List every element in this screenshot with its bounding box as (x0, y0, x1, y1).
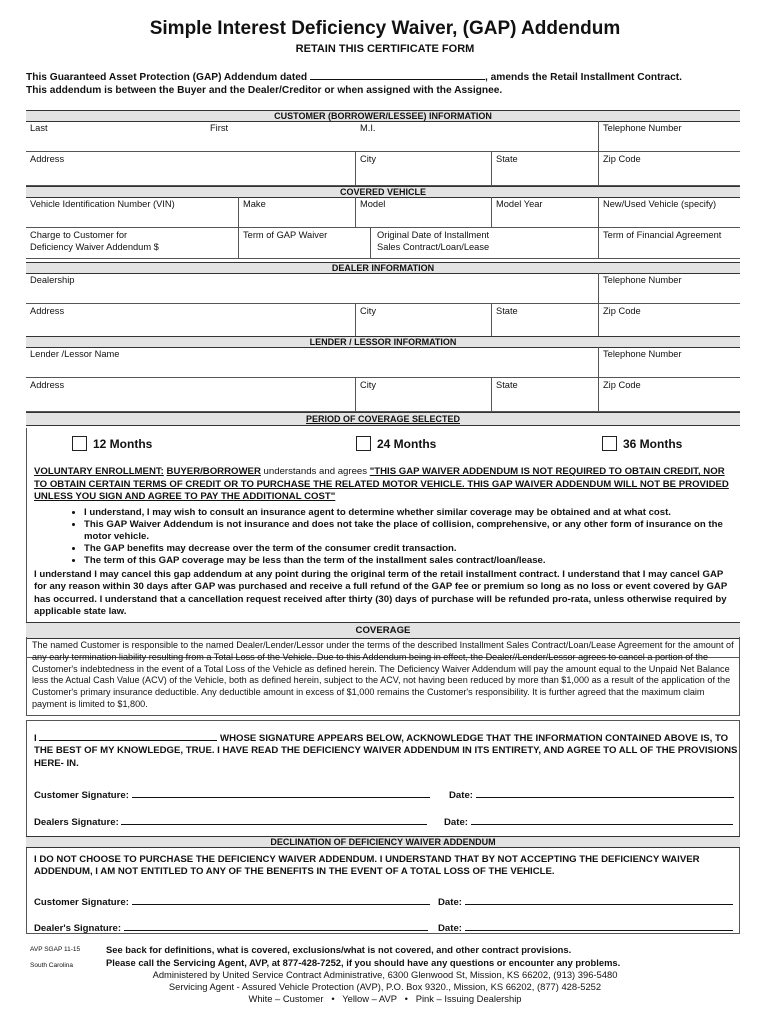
dealer-phone-field[interactable] (598, 273, 740, 304)
footer-line-3: Administered by United Service Contract Administrative, 6300 Glenwood St, Mission, KS 66202, (913) 396-5480 (152, 969, 618, 980)
dealer-signature-row (34, 815, 427, 828)
orig-date-field[interactable] (370, 228, 598, 259)
label: Address (30, 306, 65, 316)
decl-customer-signature-field[interactable] (132, 895, 430, 905)
label: Dealer's Signature: (34, 923, 122, 934)
label: Dealership (30, 275, 75, 285)
label: Model Year (496, 199, 543, 209)
lender-city-field[interactable] (355, 378, 491, 412)
ack-text-1: WHOSE SIGNATURE APPEARS BELOW, ACKNOWLEDGE THAT THE INFORMATION CONTAINED ABOVE (220, 733, 698, 744)
dealer-header: DEALER INFORMATION (26, 262, 740, 274)
label: Customer Signature: (34, 790, 129, 801)
label: Original Date of Installment (377, 230, 490, 240)
decl-customer-date-row (438, 895, 733, 908)
intro-line-2: This addendum is between the Buyer and the Dealer/Creditor or when assigned with the Assignee. (26, 85, 503, 96)
form-title: Simple Interest Deficiency Waiver, (GAP) Addendum (149, 18, 621, 39)
buyer-label: BUYER/BORROWER (166, 466, 261, 477)
label: Telephone Number (603, 349, 682, 359)
label: Term of Financial Agreement (603, 230, 722, 240)
date-blank-field[interactable] (310, 70, 485, 80)
customer-mi-field[interactable] (356, 121, 598, 152)
acknowledge-text (34, 731, 738, 770)
form-state: South Carolina (30, 962, 73, 969)
cancellation-text: I understand I may cancel this gap addendum at any point during the original term of the retail installment contract. I understand that I may cancel GAP for any reason within 30 days after GAP was purchased and receive a full refund of the GAP fee or premium so long as no loss or event covered by GAP has occurred. I understand that a cancellation request received after thirty (30) days of purchase will be refunded pro-rata, unless otherwise required by applicable state law. (34, 569, 728, 618)
decl-dealer-signature-field[interactable] (124, 921, 428, 931)
customer-city-field[interactable] (355, 152, 491, 186)
label: Dealers Signature: (34, 817, 119, 828)
customer-date-field[interactable] (476, 788, 734, 798)
lender-name-field[interactable] (26, 347, 598, 378)
decl-dealer-date-row (438, 921, 733, 934)
form-subtitle: RETAIN THIS CERTIFICATE FORM (295, 43, 475, 55)
label: State (496, 380, 518, 390)
ack-text-2: IS, TO THE BEST OF MY KNOWLEDGE, TRUE. I HAVE READ THE DEFICIENCY WAIVER ADDENDUM IN ITS ENTIRETY, AND AGREE TO ALL OF THE PROVISIONS HERE- IN. (34, 733, 738, 769)
label: Telephone Number (603, 123, 682, 133)
vin-field[interactable] (26, 197, 238, 228)
customer-signature-row (34, 788, 430, 801)
model-field[interactable] (355, 197, 491, 228)
intro-text-b: , amends the Retail Installment Contract. (484, 72, 682, 83)
charge-field[interactable] (26, 228, 238, 259)
dealer-zip-field[interactable] (598, 304, 740, 338)
customer-signature-field[interactable] (132, 788, 430, 798)
customer-phone-field[interactable] (598, 121, 740, 152)
name-blank-field[interactable] (39, 731, 217, 741)
period-header: PERIOD OF COVERAGE SELECTED (26, 412, 740, 426)
dealership-field[interactable] (26, 273, 598, 304)
new-used-field[interactable] (598, 197, 740, 228)
label: State (496, 306, 518, 316)
lender-zip-field[interactable] (598, 378, 740, 412)
lender-address-field[interactable] (26, 378, 355, 412)
label: M.I. (360, 123, 376, 133)
label: Zip Code (603, 306, 641, 316)
label: Vehicle Identification Number (VIN) (30, 199, 175, 209)
declination-header: DECLINATION OF DEFICIENCY WAIVER ADDENDUM (26, 836, 740, 848)
lender-header: LENDER / LESSOR INFORMATION (26, 336, 740, 348)
decl-customer-date-field[interactable] (465, 895, 733, 905)
option-label: 24 Months (377, 437, 437, 451)
customer-zip-field[interactable] (598, 152, 740, 186)
label: Model (360, 199, 386, 209)
dealer-city-field[interactable] (355, 304, 491, 338)
footer-line-5: White – Customer • Yellow – AVP • Pink – Issuing Dealership (248, 993, 522, 1004)
term-financial-field[interactable] (598, 228, 740, 259)
footer-line-2: Please call the Servicing Agent, AVP, at 877-428-7252, if you should have any questions or encounter any problems. (106, 957, 621, 968)
label: Charge to Customer for (30, 230, 128, 240)
label: Date: (449, 790, 473, 801)
lender-phone-field[interactable] (598, 347, 740, 378)
coverage-text: The named Customer is responsible to the named Dealer/Lender/Lessor under the terms of the described Installment Sales Contract/Loan/Lease Agreement for the amount of any early termination liability resulting from a Total Loss of the Vehicle. Due to this Addendum being in effect, the Dealer//Lender/Lessor agrees to cancel a portion of the Customer's indebtedness in the event of a Total Loss of the Vehicle as defined herein. The Deficiency Waiver Addendum will pay the amount equal to the Unpaid Net Balance less the Actual Cash Value (ACV) of the Vehicle, both as defined herein, subject to the ACV, not having been reduced by more than $1,000 as a result of the application of the Customer's primary insurance deductible. Any deductible amount in excess of $1,000 remains the Customer's responsibility. It is further agreed that the maximum claim payment is limited to $1,800. (32, 640, 734, 709)
ack-i: I (34, 733, 37, 744)
label: Zip Code (603, 380, 641, 390)
label: Address (30, 154, 65, 164)
dealer-date-field[interactable] (471, 815, 733, 825)
dealer-state-field[interactable] (491, 304, 598, 338)
customer-last-field[interactable] (26, 121, 206, 152)
label: New/Used Vehicle (specify) (603, 199, 717, 209)
label: Last (30, 123, 48, 133)
label: Customer Signature: (34, 897, 129, 908)
option-label: 36 Months (623, 437, 683, 451)
decl-dealer-date-field[interactable] (465, 921, 733, 931)
bullet-item: • I understand, I may wish to consult an insurance agent to determine whether similar coverage may be obtained and at what cost. (84, 507, 730, 519)
term-gap-field[interactable] (238, 228, 370, 259)
label: Date: (444, 817, 468, 828)
label: Zip Code (603, 154, 641, 164)
voluntary-text-2: "THIS GAP WAIVER ADDENDUM IS NOT REQUIRED TO OBTAIN CREDIT, NOR TO OBTAIN CERTAIN TERMS OF CREDIT OR TO PURCHASE THE RELATED MOTOR VEHICLE. THIS GAP WAIVER ADDENDUM WILL NOT BE PROVIDED UNLESS YOU SIGN AND AGREE TO PAY THE ADDITIONAL COST" (34, 466, 729, 503)
label: Address (30, 380, 65, 390)
voluntary-enrollment (34, 466, 736, 504)
voluntary-text-1: understands and agrees (260, 466, 370, 477)
label: Lender /Lessor Name (30, 349, 120, 359)
customer-first-field[interactable] (206, 121, 356, 152)
decl-dealer-signature-row (34, 921, 428, 934)
make-field[interactable] (238, 197, 355, 228)
label: Sales Contract/Loan/Lease (377, 242, 490, 252)
label: City (360, 306, 377, 316)
label: Make (243, 199, 266, 209)
bullet-list (70, 507, 730, 567)
customer-header: CUSTOMER (BORROWER/LESSEE) INFORMATION (26, 110, 740, 122)
label: City (360, 154, 377, 164)
declination-text: I DO NOT CHOOSE TO PURCHASE THE DEFICIENCY WAIVER ADDENDUM. I UNDERSTAND THAT BY NOT ACCEPTING THE DEFICIENCY WAIVER ADDENDUM, I AM NOT ENTITLED TO ANY OF THE BENEFITS IN THE EVENT OF A TOTAL LOSS OF THE VEHICLE. (34, 854, 700, 878)
coverage-header: COVERAGE (26, 622, 740, 639)
customer-state-field[interactable] (491, 152, 598, 186)
model-year-field[interactable] (491, 197, 598, 228)
bullet-item: • The term of this GAP coverage may be less than the term of the installment sales contract/loan/lease. (84, 555, 730, 567)
vehicle-header: COVERED VEHICLE (26, 186, 740, 198)
form-code: AVP SGAP 11-15 (30, 946, 81, 953)
dealer-date-row (444, 815, 733, 828)
coverage-frame (26, 637, 740, 716)
customer-date-row (449, 788, 734, 801)
intro-text-a: This Guaranteed Asset Protection (GAP) Addendum dated (26, 72, 308, 83)
voluntary-label: VOLUNTARY ENROLLMENT: (34, 466, 164, 477)
footer-line-1: See back for definitions, what is covered, exclusions/what is not covered, and other contract provisions. (106, 944, 572, 955)
label: First (210, 123, 229, 133)
label: Date: (438, 897, 462, 908)
option-label: 12 Months (93, 437, 153, 451)
label: City (360, 380, 377, 390)
label: State (496, 154, 518, 164)
bullet-item: • The GAP benefits may decrease over the term of the consumer credit transaction. (84, 543, 730, 555)
label: Date: (438, 923, 462, 934)
decl-customer-signature-row (34, 895, 430, 908)
dealer-signature-field[interactable] (121, 815, 427, 825)
lender-state-field[interactable] (491, 378, 598, 412)
footer-line-4: Servicing Agent - Assured Vehicle Protection (AVP), P.O. Box 9320., Mission, KS 66202, (877) 428-5252 (168, 981, 602, 992)
label: Deficiency Waiver Addendum $ (30, 242, 159, 252)
intro-line-1 (26, 70, 746, 83)
label: Telephone Number (603, 275, 682, 285)
label: Term of GAP Waiver (243, 230, 328, 240)
customer-address-field[interactable] (26, 152, 355, 186)
dealer-address-field[interactable] (26, 304, 355, 338)
bullet-item: • This GAP Waiver Addendum is not insurance and does not take the place of collision, comprehensive, or any other form of insurance on the motor vehicle. (84, 519, 730, 543)
